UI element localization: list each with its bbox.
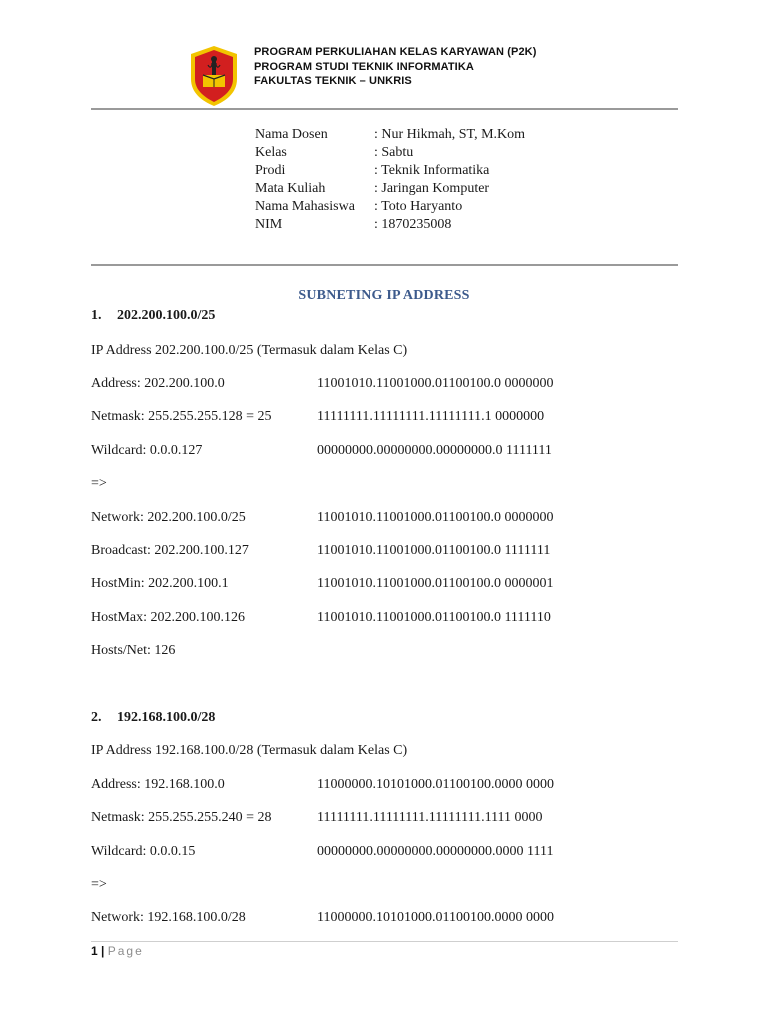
subnet-row-label: Broadcast: 202.200.100.127 (91, 543, 249, 558)
subnet-row-label: Wildcard: 0.0.0.15 (91, 844, 196, 859)
subnet-row-binary: 11001010.11001000.01100100.0 0000001 (317, 576, 554, 591)
subnet-row (91, 443, 552, 459)
university-logo-icon (189, 45, 239, 107)
info-label: Prodi (255, 163, 286, 178)
subnet-row-binary: 11001010.11001000.01100100.0 1111111 (317, 543, 551, 558)
institution-header (254, 45, 536, 89)
info-row-class (255, 144, 525, 162)
info-label: Nama Mahasiswa (255, 199, 355, 214)
subnet-row-binary: 00000000.00000000.00000000.0000 1111 (317, 844, 554, 859)
section-intro: IP Address 202.200.100.0/25 (Termasuk dalam Kelas C) (91, 343, 408, 358)
info-row-nim (255, 216, 525, 234)
info-label: Kelas (255, 145, 287, 160)
page-number: 1 (91, 944, 98, 958)
subnet-row (91, 810, 543, 826)
subnet-row-label: HostMax: 202.200.100.126 (91, 610, 245, 625)
info-value: : Toto Haryanto (374, 199, 463, 214)
footer-divider (91, 941, 678, 942)
section-intro: IP Address 192.168.100.0/28 (Termasuk dalam Kelas C) (91, 743, 408, 758)
header-divider (91, 108, 678, 110)
info-row-prodi (255, 162, 525, 180)
subnet-row (91, 376, 553, 392)
subnet-row (91, 543, 550, 559)
subnet-row-label: => (91, 877, 107, 892)
subnet-row-label: Network: 202.200.100.0/25 (91, 510, 246, 525)
info-label: Nama Dosen (255, 127, 328, 142)
section-number: 1. (91, 308, 102, 323)
subnet-row-binary: 11111111.11111111.11111111.1 0000000 (317, 409, 545, 424)
subnet-row-label: Address: 202.200.100.0 (91, 376, 225, 391)
subnet-row (91, 877, 317, 893)
info-value: : Nur Hikmah, ST, M.Kom (374, 127, 526, 142)
info-divider (91, 264, 678, 266)
subnet-row-label: Address: 192.168.100.0 (91, 777, 225, 792)
info-value: : Jaringan Komputer (374, 181, 490, 196)
section-heading (91, 308, 215, 324)
subnet-row (91, 576, 553, 592)
section-number: 2. (91, 710, 102, 725)
subnet-row-binary: 11001010.11001000.01100100.0 0000000 (317, 376, 554, 391)
subnet-row-label: Netmask: 255.255.255.240 = 28 (91, 810, 272, 825)
info-row-lecturer (255, 126, 525, 144)
header-line-program: PROGRAM PERKULIAHAN KELAS KARYAWAN (P2K) (254, 46, 537, 58)
subnet-row-label: => (91, 476, 107, 491)
subnet-row-label: Hosts/Net: 126 (91, 643, 176, 658)
subnet-row (91, 610, 551, 626)
subnet-row-binary: 00000000.00000000.00000000.0 1111111 (317, 443, 552, 458)
info-row-course (255, 180, 525, 198)
subnet-row (91, 643, 317, 659)
subnet-row-label: Netmask: 255.255.255.128 = 25 (91, 409, 272, 424)
subnet-row-label: HostMin: 202.200.100.1 (91, 576, 229, 591)
subnet-row-binary: 11000000.10101000.01100100.0000 0000 (317, 777, 554, 792)
section-heading-title: 202.200.100.0/25 (117, 308, 216, 323)
subnet-row (91, 910, 554, 926)
info-value: : Sabtu (374, 145, 414, 160)
page-separator: | (101, 944, 105, 958)
section-heading (91, 710, 215, 726)
page-label: Page (107, 944, 144, 958)
header-line-faculty: FAKULTAS TEKNIK – UNKRIS (254, 75, 412, 87)
subnet-row (91, 409, 544, 425)
student-info (255, 126, 525, 234)
info-label: NIM (255, 217, 283, 232)
subnet-row-binary: 11001010.11001000.01100100.0 0000000 (317, 510, 554, 525)
subnet-row-label: Wildcard: 0.0.0.127 (91, 443, 203, 458)
info-label: Mata Kuliah (255, 181, 326, 196)
subnet-row-binary: 11111111.11111111.11111111.1111 0000 (317, 810, 543, 825)
section-title: SUBNETING IP ADDRESS (298, 288, 470, 303)
subnet-row (91, 476, 317, 492)
subnet-row-binary: 11000000.10101000.01100100.0000 0000 (317, 910, 554, 925)
info-row-student (255, 198, 525, 216)
info-value: : Teknik Informatika (374, 163, 490, 178)
subnet-row (91, 844, 553, 860)
subnet-row (91, 510, 553, 526)
subnet-row-label: Network: 192.168.100.0/28 (91, 910, 246, 925)
info-value: : 1870235008 (374, 217, 452, 232)
page-footer (91, 944, 144, 958)
section-heading-title: 192.168.100.0/28 (117, 710, 216, 725)
header-line-study: PROGRAM STUDI TEKNIK INFORMATIKA (254, 60, 474, 73)
subnet-row (91, 777, 554, 793)
subnet-row-binary: 11001010.11001000.01100100.0 1111110 (317, 610, 551, 625)
